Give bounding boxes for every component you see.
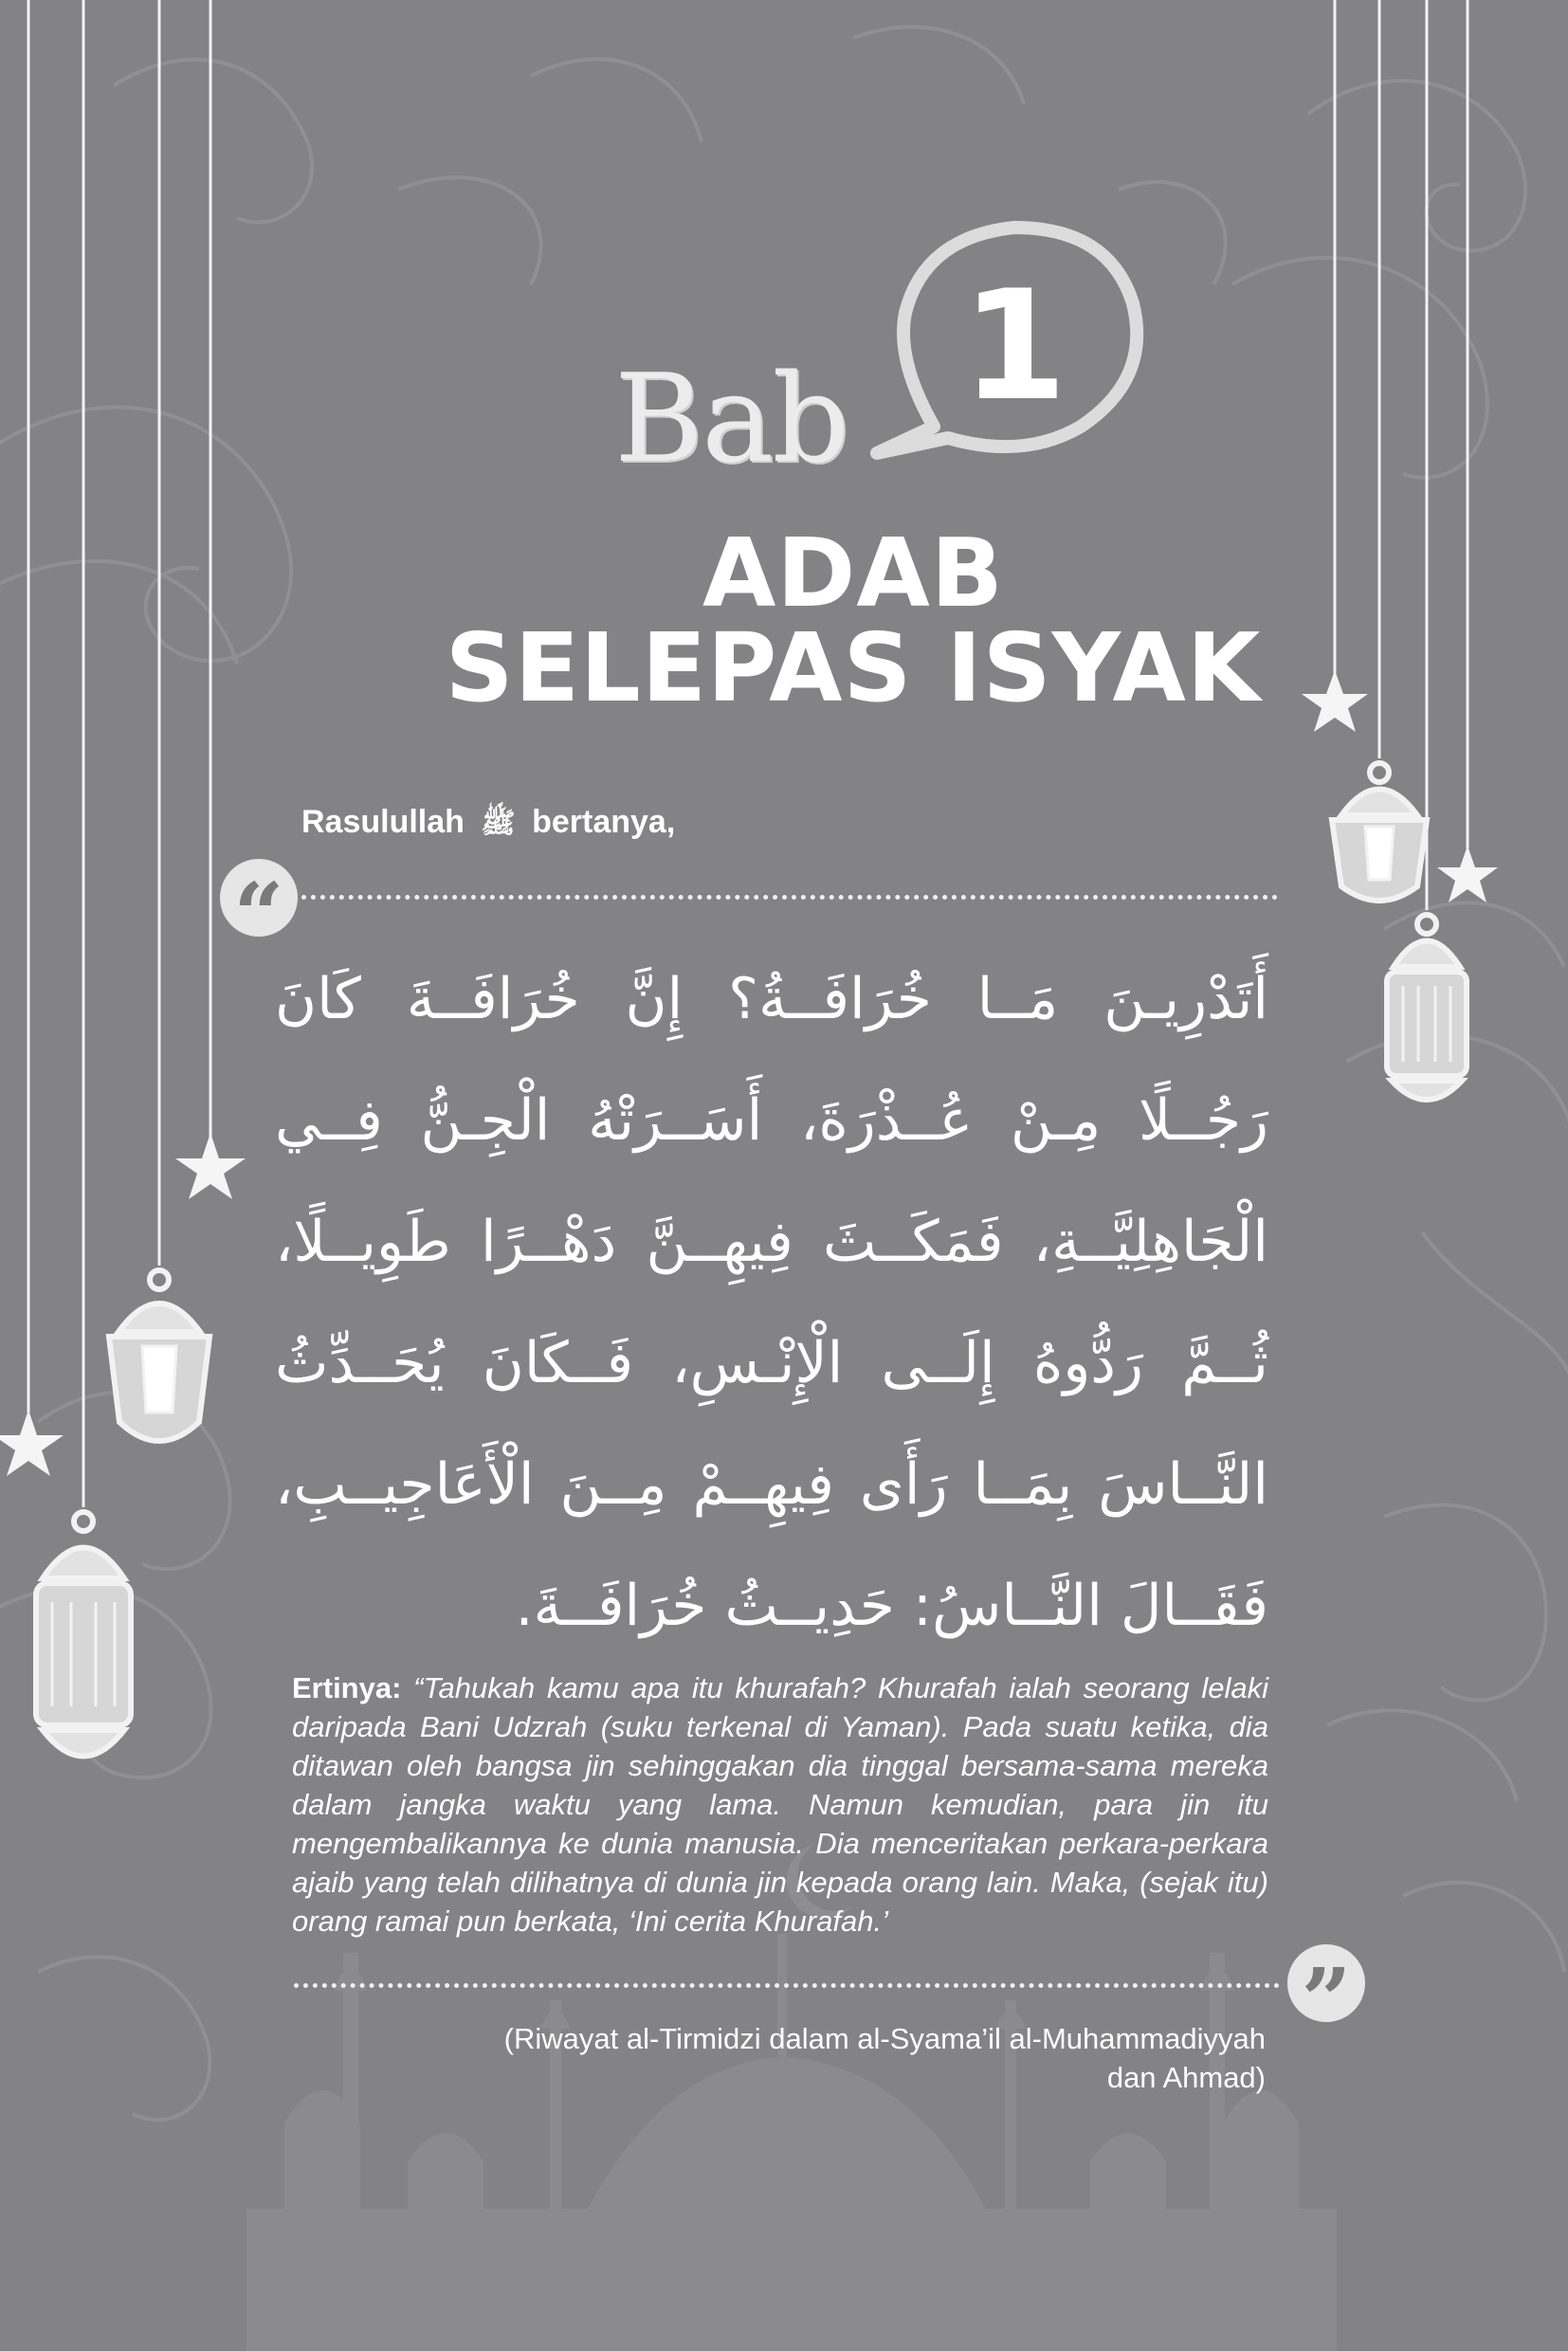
intro-after: bertanya,	[532, 804, 676, 840]
source-line1: (Riwayat al-Tirmidzi dalam al-Syama’il al-Muhammadiyyah	[503, 2022, 1266, 2055]
close-quote-icon: ”	[1287, 1944, 1365, 2022]
source-line2: dan Ahmad)	[1106, 2061, 1266, 2094]
divider-bottom	[294, 1983, 1280, 1988]
salawat-symbol: ﷺ	[481, 808, 516, 839]
divider-top	[301, 895, 1278, 900]
chapter-title	[379, 518, 1327, 723]
hadith-source	[313, 2019, 1266, 2097]
chapter-title-line1: ADAB	[702, 518, 1004, 629]
hadith-arabic-text: أَتَدْرِيـنَ مَــا خُرَافَــةُ؟ إِنَّ خُرَافَــةَ كَانَ رَجُــلًا مِـنْ عُــذْرَةَ، أَسَــرَتْهُ الْجِـنُّ فِــي الْجَاهِلِيَّــةِ، فَمَكَــثَ فِيهِــنَّ دَهْــرًا طَوِيــلًا، ثُــمَّ رَدُّوهُ إِلَــى الْإِنْـسِ، فَــكَانَ يُحَــدِّثُ النَّــاسَ بِمَــا رَأَى فِيهِــمْ مِــنَ الْأَعَاجِيــبِ، فَقَــالَ النَّــاسُ: حَدِيــثُ خُرَافَــةَ.	[275, 966, 1268, 1639]
translation-text: “Tahukah kamu apa itu khurafah? Khurafah ialah seorang lelaki daripada Bani Udzrah (suku terkenal di Yaman). Pada suatu ketika, dia ditawan oleh bangsa jin sehinggakan dia tinggal bersama-sama mereka dalam jangka waktu yang lama. Namun kemudian, para jin itu mengembalikannya ke dunia manusia. Dia menceritakan perkara-perkara ajaib yang telah dilihatnya di dunia jin kepada orang lain. Maka, (sejak itu) orang ramai pun berkata, ‘Ini cerita Khurafah.’	[292, 1671, 1268, 1938]
translation-label: Ertinya:	[292, 1671, 402, 1704]
chapter-number: 1	[961, 257, 1067, 434]
hadith-translation	[292, 1668, 1268, 1941]
open-quote-icon: “	[220, 859, 298, 937]
chapter-title-line2: SELEPAS ISYAK	[445, 612, 1262, 723]
hadith-intro	[301, 804, 965, 847]
intro-before: Rasulullah	[301, 804, 465, 840]
chapter-label: Bab	[614, 349, 848, 490]
